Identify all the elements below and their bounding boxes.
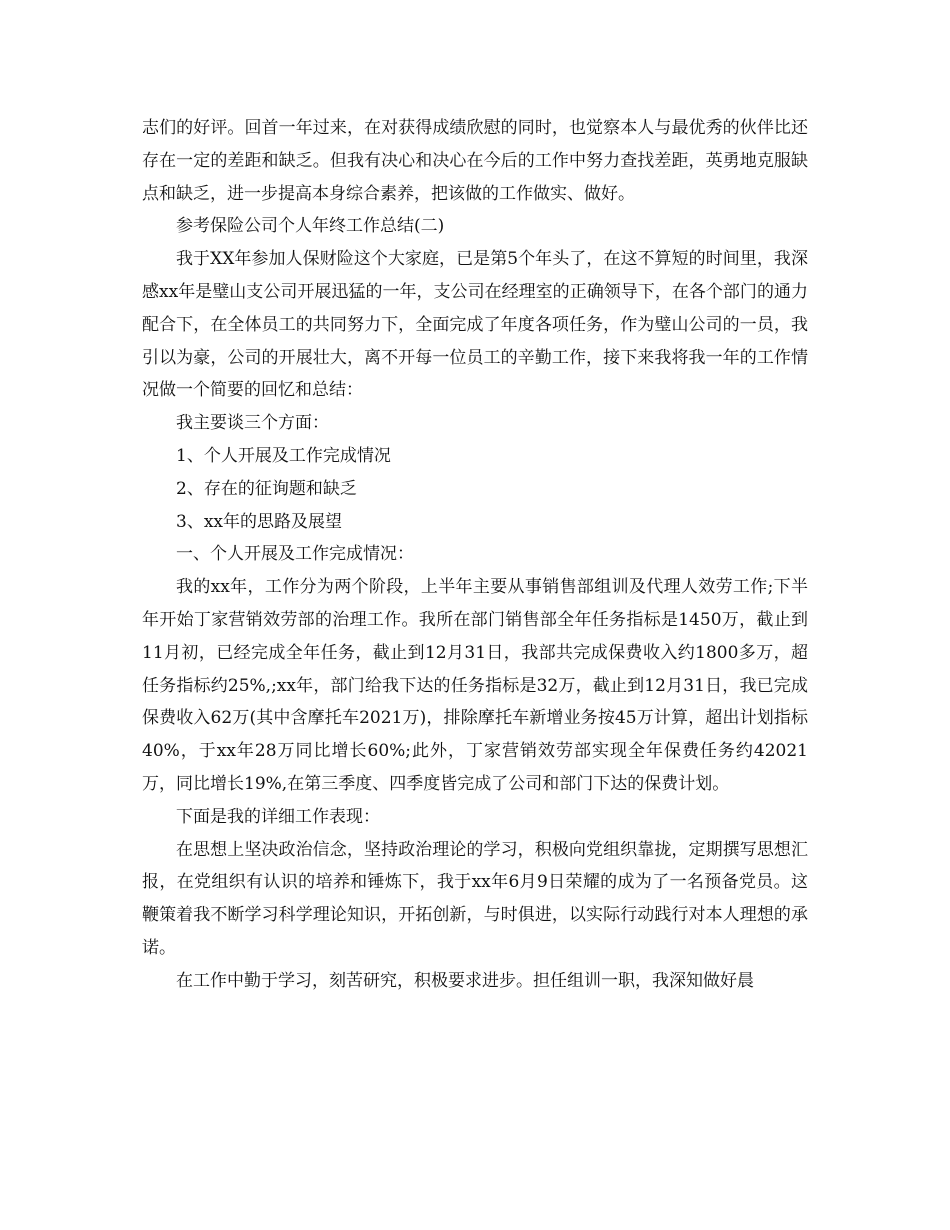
section-title: 参考保险公司个人年终工作总结(二) (176, 216, 445, 237)
list-item-3: 3、xx年的思路及展望 (176, 511, 342, 532)
paragraph-ideology: 在思想上坚决政治信念，坚持政治理论的学习，积极向党组织靠拢，定期撰写思想汇报，在党组织有认识的培养和锤炼下，我于xx年6月9日荣耀的成为了一名预备党员。这鞭策着我不断学习科学理论知识，开拓创新，与时俱进，以实际行动践行对本人理想的承诺。 (142, 839, 808, 958)
paragraph-aspects-heading: 我主要谈三个方面： (176, 413, 329, 434)
list-item-1: 1、个人开展及工作完成情况 (176, 445, 391, 466)
paragraph-performance-heading: 下面是我的详细工作表现： (176, 806, 380, 827)
subsection-heading: 一、个人开展及工作完成情况： (176, 544, 414, 565)
paragraph-intro: 我于XX年参加人保财险这个大家庭，已是第5个年头了，在这不算短的时间里，我深感xx年是璧山支公司开展迅猛的一年，支公司在经理室的正确领导下，在各个部门的通力配合下，在全体员工的共同努力下，全面完成了年度各项任务，作为璧山公司的一员，我引以为豪，公司的开展壮大，离不开每一位员工的辛勤工作，接下来我将我一年的工作情况做一个简要的回忆和总结： (142, 249, 808, 401)
document-body (142, 112, 808, 998)
paragraph-continuation: 志们的好评。回首一年过来，在对获得成绩欣慰的同时，也觉察本人与最优秀的伙伴比还存在一定的差距和缺乏。但我有决心和决心在今后的工作中努力查找差距，英勇地克服缺点和缺乏，进一步提高本身综合素养，把该做的工作做实、做好。 (142, 118, 808, 204)
list-item-2: 2、存在的征询题和缺乏 (176, 478, 357, 499)
paragraph-work-study: 在工作中勤于学习，刻苦研究，积极要求进步。担任组训一职，我深知做好晨 (176, 970, 754, 991)
paragraph-work-stats: 我的xx年，工作分为两个阶段，上半年主要从事销售部组训及代理人效劳工作;下半年开始丁家营销效劳部的治理工作。我所在部门销售部全年任务指标是1450万，截止到11月初，已经完成全年任务，截止到12月31日，我部共完成保费收入约1800多万，超任务指标约25%,;xx年，部门给我下达的任务指标是32万，截止到12月31日，我已完成保费收入62万(其中含摩托车2021万)，排除摩托车新增业务按45万计算，超出计划指标40%，于xx年28万同比增长60%;此外，丁家营销效劳部实现全年保费任务约42021万，同比增长19%,在第三季度、四季度皆完成了公司和部门下达的保费计划。 (142, 577, 808, 794)
